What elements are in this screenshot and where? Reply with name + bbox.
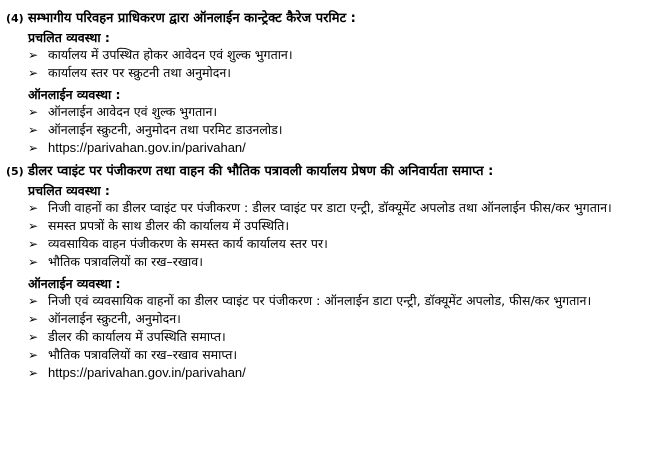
current-system-heading: प्रचलित व्यवस्था : bbox=[28, 183, 110, 198]
section-4 bbox=[6, 10, 634, 157]
list-item bbox=[28, 139, 634, 157]
arrow-bullet-icon: ➢ bbox=[28, 123, 39, 137]
arrow-bullet-icon: ➢ bbox=[28, 66, 39, 80]
current-system-list bbox=[28, 46, 634, 82]
list-item bbox=[28, 364, 634, 382]
arrow-bullet-icon: ➢ bbox=[28, 366, 39, 380]
section-number: (4) bbox=[6, 12, 24, 25]
section-heading bbox=[6, 163, 634, 181]
section-title: सम्भागीय परिवहन प्राधिकरण द्वारा ऑनलाईन कान्ट्रेक्ट कैरेज परमिट : bbox=[28, 11, 356, 26]
list-item: ➢ कार्यालय स्तर पर स्क्रुटनी तथा अनुमोदन। bbox=[28, 65, 232, 80]
online-system-heading: ऑनलाईन व्यवस्था : bbox=[28, 87, 121, 102]
current-system-heading: प्रचलित व्यवस्था : bbox=[28, 30, 110, 45]
list-item: ➢ व्यवसायिक वाहन पंजीकरण के समस्त कार्य कार्यालय स्तर पर। bbox=[28, 236, 328, 251]
section-number: (5) bbox=[6, 165, 24, 178]
arrow-bullet-icon: ➢ bbox=[28, 330, 39, 344]
arrow-bullet-icon: ➢ bbox=[28, 141, 39, 155]
section-5 bbox=[6, 163, 634, 382]
arrow-bullet-icon: ➢ bbox=[28, 48, 39, 62]
online-system-list bbox=[28, 103, 634, 157]
list-item: ➢ ऑनलाईन आवेदन एवं शुल्क भुगतान। bbox=[28, 104, 218, 119]
parivahan-link[interactable]: https://parivahan.gov.in/parivahan/ bbox=[48, 365, 246, 380]
online-system-list bbox=[28, 292, 634, 382]
list-item: ➢ ऑनलाईन स्क्रुटनी, अनुमोदन। bbox=[28, 311, 181, 326]
section-heading bbox=[6, 10, 634, 28]
list-item: ➢ निजी वाहनों का डीलर प्वाइंट पर पंजीकरण : डीलर प्वाइंट पर डाटा एन्ट्री, डॉक्यूमेंट अपलोड तथा ऑनलाईन फीस/कर भुगतान। bbox=[28, 200, 612, 215]
arrow-bullet-icon: ➢ bbox=[28, 219, 39, 233]
arrow-bullet-icon: ➢ bbox=[28, 201, 39, 215]
arrow-bullet-icon: ➢ bbox=[28, 237, 39, 251]
section-title: डीलर प्वाइंट पर पंजीकरण तथा वाहन की भौतिक पत्रावली कार्यालय प्रेषण की अनिवार्यता समाप्त : bbox=[28, 164, 494, 179]
arrow-bullet-icon: ➢ bbox=[28, 312, 39, 326]
list-item: ➢ निजी एवं व्यवसायिक वाहनों का डीलर प्वाइंट पर पंजीकरण : ऑनलाईन डाटा एन्ट्री, डॉक्यूमेंट अपलोड, फीस/कर भुगतान। bbox=[28, 293, 592, 308]
list-item: ➢ ऑनलाईन स्क्रुटनी, अनुमोदन तथा परमिट डाउनलोड। bbox=[28, 122, 283, 137]
online-system-heading: ऑनलाईन व्यवस्था : bbox=[28, 276, 121, 291]
parivahan-link[interactable]: https://parivahan.gov.in/parivahan/ bbox=[48, 140, 246, 155]
current-system-list bbox=[28, 199, 634, 271]
list-item: ➢ भौतिक पत्रावलियों का रख–रखाव। bbox=[28, 254, 203, 269]
list-item: ➢ समस्त प्रपत्रों के साथ डीलर की कार्यालय में उपस्थिति। bbox=[28, 218, 290, 233]
arrow-bullet-icon: ➢ bbox=[28, 348, 39, 362]
arrow-bullet-icon: ➢ bbox=[28, 255, 39, 269]
arrow-bullet-icon: ➢ bbox=[28, 105, 39, 119]
list-item: ➢ डीलर की कार्यालय में उपस्थिति समाप्त। bbox=[28, 329, 226, 344]
list-item: ➢ भौतिक पत्रावलियों का रख–रखाव समाप्त। bbox=[28, 347, 238, 362]
arrow-bullet-icon: ➢ bbox=[28, 294, 39, 308]
list-item: ➢ कार्यालय में उपस्थित होकर आवेदन एवं शुल्क भुगतान। bbox=[28, 47, 293, 62]
